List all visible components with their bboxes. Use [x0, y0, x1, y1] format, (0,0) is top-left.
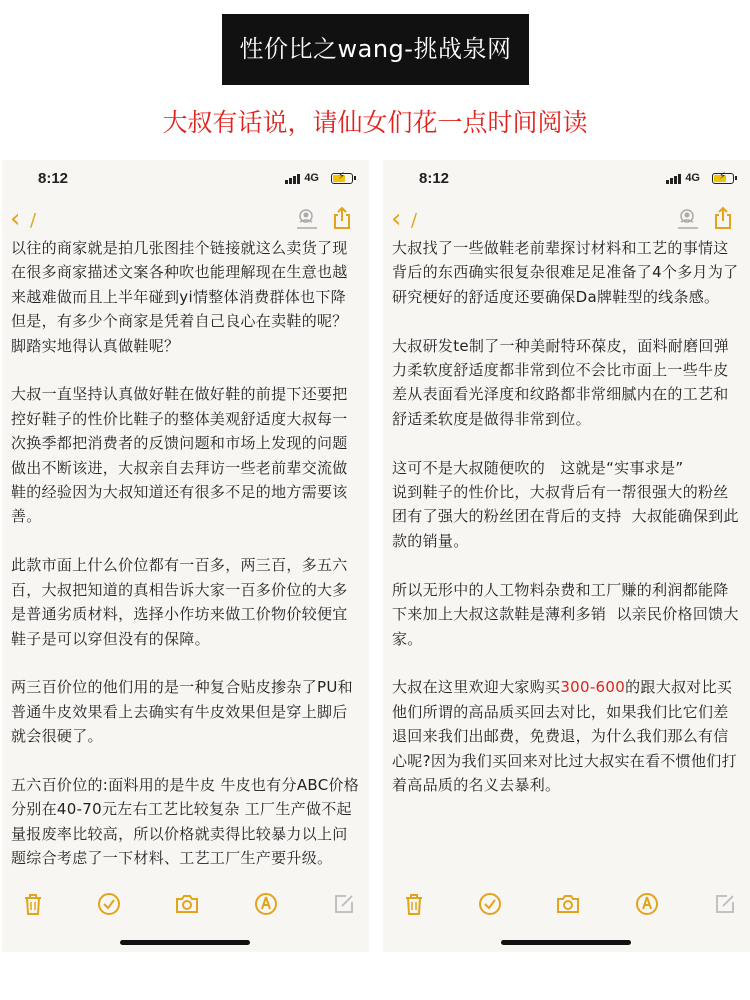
home-indicator[interactable]	[501, 940, 631, 945]
signal-indicator	[666, 172, 700, 184]
back-chevron-icon[interactable]: ‹	[391, 204, 402, 234]
phone-screenshot-right	[383, 160, 750, 952]
status-bar	[383, 168, 750, 194]
markup-pen-icon[interactable]	[254, 892, 278, 916]
share-icon[interactable]	[712, 206, 734, 230]
status-time: 8:12	[419, 170, 450, 187]
network-type: 4G	[685, 172, 700, 184]
phone-screenshot-left	[2, 160, 369, 952]
notes-navbar	[383, 204, 750, 238]
back-chevron-icon[interactable]: ‹	[10, 204, 21, 234]
compose-icon[interactable]	[713, 892, 737, 916]
signal-bars-icon	[666, 173, 681, 184]
camera-icon[interactable]	[556, 892, 580, 916]
checklist-icon[interactable]	[478, 892, 502, 916]
notes-toolbar	[2, 890, 369, 920]
notes-toolbar	[383, 890, 750, 920]
note-body[interactable]: 以往的商家就是拍几张图挂个链接就这么卖货了现在很多商家描述文案各种吹也能理解现在生意也越来越难做而且上半年碰到yi情整体消费群体也下降但是，有多少个商家是凭着自己良心在卖鞋的呢？脚踏实地得认真做鞋呢？ 大叔一直坚持认真做好鞋在做好鞋的前提下还要把控好鞋子的性价比鞋子的整体美观舒适度大叔每一次换季都把消费者的反馈问题和市场上发现的问题做出不断该进，大叔亲自去拜访一些老前辈交流做鞋的经验因为大叔知道还有很多不足的地方需要该善。 此款市面上什么价位都有一百多，两三百，多五六百，大叔把知道的真相告诉大家一百多价位的大多是普通劣质材料，选择小作坊来做工价物价较便宜鞋子是可以穿但没有的保障。 两三百价位的他们用的是一种复合贴皮掺杂了PU和普通牛皮效果看上去确实有牛皮效果但是穿上脚后就会很硬了。 五六百价位的:面料用的是牛皮 牛皮也有分ABC价格分别在40-70元左右工艺比较复杂 工厂生产做不起量报废率比较高，所以价格就卖得比较暴力以上问题综合考虑了一下材料、工艺工厂生产要升级。	[11, 239, 360, 868]
signal-indicator	[285, 172, 319, 184]
trash-icon[interactable]	[21, 892, 45, 916]
price-range-highlight: 300-600	[560, 678, 626, 697]
battery-icon: ⚡	[331, 173, 353, 184]
camera-icon[interactable]	[175, 892, 199, 916]
text-cursor: /	[411, 210, 418, 231]
title-banner: 性价比之wang-挑战泉网	[222, 14, 529, 85]
share-icon[interactable]	[331, 206, 353, 230]
trash-icon[interactable]	[402, 892, 426, 916]
battery-icon: ⚡	[712, 173, 734, 184]
status-bar	[2, 168, 369, 194]
note-text-part-a: 大叔找了一些做鞋老前辈探讨材料和工艺的事情这背后的东西确实很复杂很难足足准备了4个多月为了研究梗好的舒适度还要确保Da牌鞋型的线条感。 大叔研发te制了一种美耐特环葆皮，面料耐磨回弹力柔软度舒适度都非常到位不会比市面上一些牛皮差从表面看光泽度和纹路都非常细腻内在的工艺和舒适柔软度是做得非常到位。 这可不是大叔随便吹的 这就是“实事求是” 说到鞋子的性价比，大叔背后有一帮很强大的粉丝团有了强大的粉丝团在背后的支持 大叔能确保到此款的销量。 所以无形中的人工物料杂费和工厂赚的利润都能降下来加上大叔这款鞋是薄利多销 以亲民价格回馈大家。 大叔在这里欢迎大家购买	[392, 239, 739, 697]
network-type: 4G	[304, 172, 319, 184]
text-cursor: /	[30, 210, 37, 231]
status-time: 8:12	[38, 170, 69, 187]
compose-icon[interactable]	[332, 892, 356, 916]
signal-bars-icon	[285, 173, 300, 184]
share-person-icon[interactable]	[295, 208, 319, 230]
notes-navbar	[2, 204, 369, 238]
note-body[interactable]	[392, 236, 742, 797]
subtitle: 大叔有话说，请仙女们花一点时间阅读	[162, 108, 588, 137]
home-indicator[interactable]	[120, 940, 250, 945]
share-person-icon[interactable]	[676, 208, 700, 230]
note-text-part-b: 的跟大叔对比买他们所谓的高品质买回去对比，如果我们比它们差退回来我们出邮费，免费退，为什么我们那么有信心呢?因为我们买回来对比过大叔实在看不惯他们打着高品质的名义去暴利。	[392, 678, 737, 794]
markup-pen-icon[interactable]	[635, 892, 659, 916]
checklist-icon[interactable]	[97, 892, 121, 916]
